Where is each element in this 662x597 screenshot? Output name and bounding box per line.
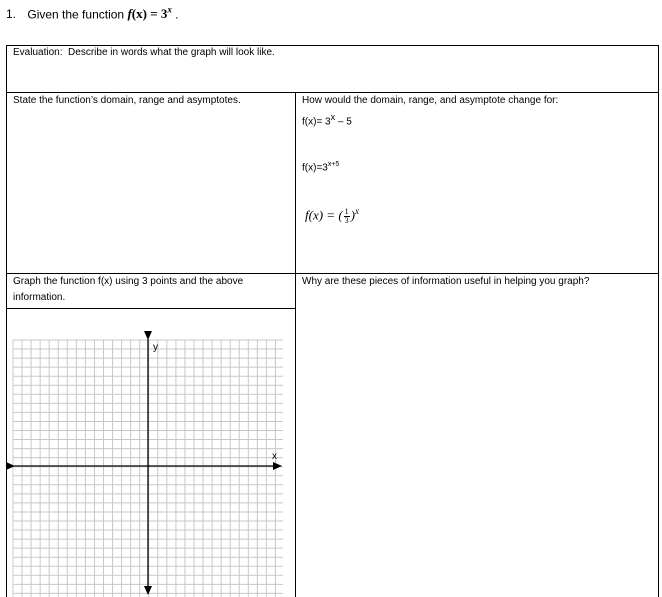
function-variant-2: $f(x)=3^{x+5}$ bbox=[302, 161, 340, 174]
y-axis-label: y bbox=[153, 342, 158, 353]
function-variant-1: $f(x)= 3^x - 5$ bbox=[302, 112, 352, 128]
evaluation-prompt: Evaluation: Describe in words what the graph will look like. bbox=[13, 47, 275, 58]
domain-range-prompt: State the function’s domain, range and asymptotes. bbox=[13, 95, 241, 106]
question-end: . bbox=[175, 7, 179, 22]
why-prompt: Why are these pieces of information useful in helping you graph? bbox=[302, 276, 590, 287]
function-expression: f(x) = 3$^x$ bbox=[127, 5, 172, 22]
x-axis-label: x bbox=[272, 451, 277, 462]
graph-prompt: Graph the function f(x) using 3 points and the above information. bbox=[13, 276, 244, 303]
function-variant-3: f(x) = ( $\frac{1}{3}$ )$^x$ bbox=[305, 206, 359, 225]
question-number: 1. bbox=[6, 7, 17, 22]
question-prefix: Given the function bbox=[27, 7, 125, 22]
change-prompt: How would the domain, range, and asymptote change for: bbox=[302, 95, 559, 106]
